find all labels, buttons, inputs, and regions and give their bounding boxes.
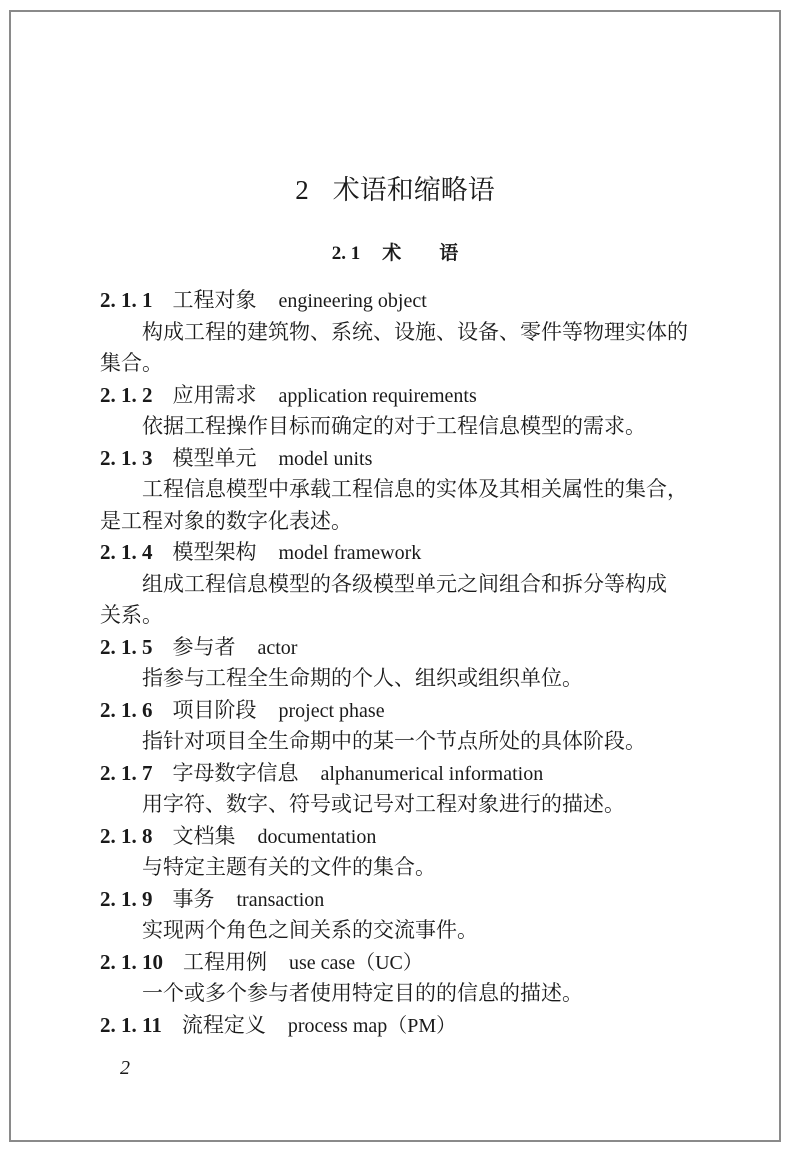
term-chinese: 字母数字信息 <box>172 760 299 785</box>
definition-line: 工程信息模型中承载工程信息的实体及其相关属性的集合， <box>142 477 688 501</box>
term-heading <box>100 632 700 664</box>
term-heading <box>100 537 700 569</box>
term-heading <box>100 380 700 412</box>
term-heading <box>100 947 700 979</box>
clause-number: 2. 1. 7 <box>100 760 153 785</box>
page-number: 2 <box>120 1057 130 1079</box>
term-entry <box>100 537 700 632</box>
term-heading <box>100 821 700 853</box>
definition-line: 是工程对象的数字化表述。 <box>100 508 352 533</box>
clause-number: 2. 1. 2 <box>100 382 153 407</box>
term-english: application requirements <box>278 384 477 407</box>
definition-line: 组成工程信息模型的各级模型单元之间组合和拆分等构成 <box>142 571 667 596</box>
term-chinese: 参与者 <box>172 634 236 659</box>
clause-number: 2. 1. 3 <box>100 445 153 470</box>
term-heading <box>100 695 700 727</box>
definition-line: 一个或多个参与者使用特定目的的信息的描述。 <box>142 981 583 1005</box>
term-chinese: 流程定义 <box>181 1012 266 1037</box>
term-heading <box>100 285 700 317</box>
term-english: model units <box>278 447 373 470</box>
term-english: transaction <box>236 888 325 911</box>
term-english: use case（UC） <box>289 951 423 974</box>
section-number: 2. 1 <box>331 243 361 264</box>
term-heading <box>100 884 700 916</box>
clause-number: 2. 1. 8 <box>100 823 153 848</box>
clause-number: 2. 1. 1 <box>100 288 153 312</box>
clause-number: 2. 1. 5 <box>100 634 153 659</box>
definition-line: 指参与工程全生命期的个人、组织或组织单位。 <box>142 666 583 690</box>
term-english: alphanumerical information <box>320 762 544 785</box>
definition-line: 与特定主题有关的文件的集合。 <box>142 855 436 879</box>
definition-line: 集合。 <box>100 351 163 375</box>
term-entry <box>100 821 700 884</box>
term-english: engineering object <box>278 290 427 312</box>
chapter-number: 2 <box>295 175 309 205</box>
term-entry <box>100 443 700 538</box>
definition-line: 指针对项目全生命期中的某一个节点所处的具体阶段。 <box>142 729 646 753</box>
section-heading <box>0 241 790 267</box>
term-english: actor <box>257 636 298 659</box>
definition-line: 实现两个角色之间关系的交流事件。 <box>142 918 478 942</box>
term-chinese: 事务 <box>172 886 215 911</box>
term-entry <box>100 758 700 821</box>
clause-number: 2. 1. 11 <box>100 1012 162 1037</box>
term-english: documentation <box>257 825 377 848</box>
chapter-title: 术语和缩略语 <box>332 175 495 205</box>
clause-number: 2. 1. 4 <box>100 540 153 564</box>
term-entry <box>100 632 700 695</box>
terms-list <box>100 285 700 1041</box>
term-chinese: 工程对象 <box>172 288 257 312</box>
definition-line: 依据工程操作目标而确定的对于工程信息模型的需求。 <box>142 414 646 438</box>
term-entry <box>100 884 700 947</box>
clause-number: 2. 1. 10 <box>100 949 163 974</box>
section-title: 术 语 <box>382 243 459 264</box>
term-heading <box>100 443 700 475</box>
term-entry <box>100 285 700 380</box>
term-chinese: 工程用例 <box>183 949 267 974</box>
term-entry <box>100 380 700 443</box>
chapter-heading <box>0 171 790 209</box>
clause-number: 2. 1. 9 <box>100 886 153 911</box>
term-chinese: 文档集 <box>172 823 236 848</box>
term-chinese: 模型单元 <box>172 445 257 470</box>
clause-number: 2. 1. 6 <box>100 697 153 722</box>
definition-line: 构成工程的建筑物、系统、设施、设备、零件等物理实体的 <box>142 319 688 344</box>
term-chinese: 模型架构 <box>172 540 257 564</box>
term-english: project phase <box>278 699 385 722</box>
term-chinese: 应用需求 <box>172 382 257 407</box>
term-english: process map（PM） <box>287 1014 457 1037</box>
term-heading <box>100 758 700 790</box>
term-english: model framework <box>278 542 422 564</box>
term-entry <box>100 1010 700 1042</box>
term-entry <box>100 695 700 758</box>
definition-line: 关系。 <box>100 603 163 627</box>
term-entry <box>100 947 700 1010</box>
term-chinese: 项目阶段 <box>172 697 257 722</box>
term-heading <box>100 1010 700 1042</box>
definition-line: 用字符、数字、符号或记号对工程对象进行的描述。 <box>142 792 625 816</box>
